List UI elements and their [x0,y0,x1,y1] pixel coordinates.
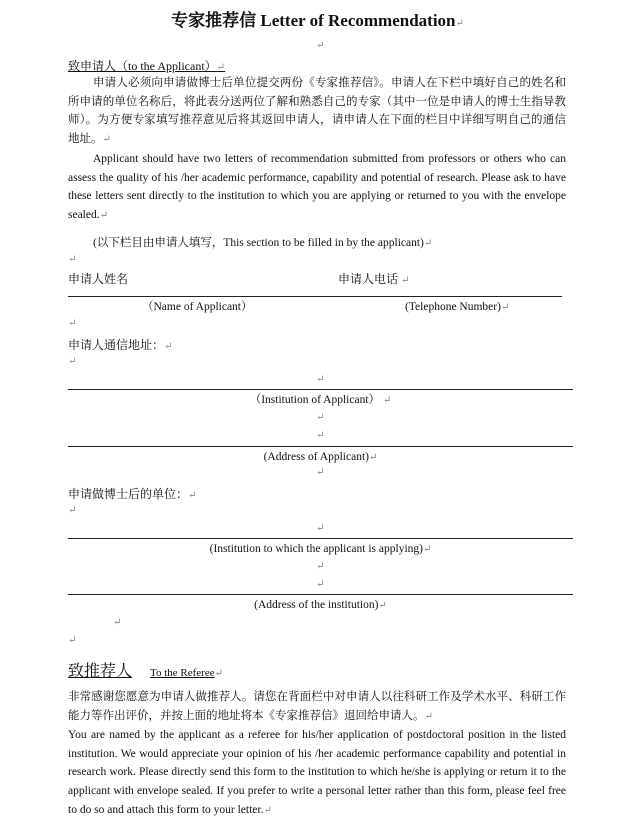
address-of-applicant-line [68,446,573,447]
applicant-phone-label: 申请人电话 ↵ [338,272,410,286]
page-title: 专家推荐信 Letter of Recommendation↵ [171,11,464,30]
address-institution-line [68,594,573,595]
institution-applying-caption: (Institution to which the applicant is applying)↵ [209,543,432,555]
paragraph-mark: ↵ [68,318,77,329]
address-of-applicant-caption: (Address of Applicant)↵ [263,451,378,463]
postdoc-unit-label: 申请做博士后的单位：↵ [68,487,197,501]
paragraph-mark: ↵ [68,505,77,516]
paragraph-mark: ↵ [316,374,325,385]
telephone-caption: (Telephone Number)↵ [405,301,510,313]
paragraph-mark: ↵ [316,467,325,478]
institution-of-applicant-caption: （Institution of Applicant） ↵ [249,394,392,406]
applicant-heading: 致申请人（to the Applicant）↵ [68,59,226,73]
filled-by-applicant-note: (以下栏目由申请人填写，This section to be filled in by the applicant)↵ [93,237,433,249]
institution-applying-line [68,538,573,539]
institution-of-applicant-line [68,389,573,390]
applicant-instructions-cn: 申请人必须向申请做博士后单位提交两份《专家推荐信》。申请人在下栏中填好自己的姓名和所申请的单位名称后，将此表分送两位了解和熟悉自己的专家（其中一位是申请人的博士生指导教师）。为方便专家填写推荐意见后将其返回申请人，请申请人在下面的栏目中详细写明自己的通信地址。↵ [68,77,566,146]
name-phone-line [68,296,562,297]
paragraph-mark: ↵ [316,412,325,423]
applicant-address-label: 申请人通信地址：↵ [68,338,173,352]
address-institution-caption: (Address of the institution)↵ [254,599,387,611]
paragraph-mark: ↵ [68,254,77,265]
paragraph-mark: ↵ [316,430,325,441]
paragraph-mark: ↵ [68,635,77,646]
referee-instructions-en: You are named by the applicant as a referee for his/her application of postdoctoral position in the listed institution. We would appreciate your opinion of his /her academic performance capability and potential in research work. Please directly send this form to the institution to which he/she is applying or return it to the applicant with envelope sealed. If you prefer to write a personal letter rather than this form, please feel free to do so and attach this form to your letter.↵ [68,729,566,816]
referee-instructions-cn: 非常感谢您愿意为申请人做推荐人。请您在背面栏中对申请人以往科研工作及学术水平、科研工作能力等作出评价，并按上面的地址将本《专家推荐信》退回给申请人。↵ [68,691,566,722]
name-of-applicant-caption: （Name of Applicant） [142,301,253,313]
applicant-instructions-en: Applicant should have two letters of recommendation submitted from professors or others who can assess the quality of his /her academic performance, capability and potential of research. Please ask to have these letters sent directly to the institution to which you are applying or returned to you with the envelope sealed.↵ [68,153,566,222]
paragraph-mark: ↵ [68,356,77,367]
paragraph-mark: ↵ [316,523,325,534]
paragraph-mark: ↵ [316,561,325,572]
referee-heading: 致推荐人 To the Referee↵ [68,663,223,680]
applicant-name-label: 申请人姓名 [68,272,129,286]
paragraph-mark: ↵ [316,579,325,590]
paragraph-mark: ↵ [113,617,122,628]
paragraph-mark: ↵ [316,40,325,51]
